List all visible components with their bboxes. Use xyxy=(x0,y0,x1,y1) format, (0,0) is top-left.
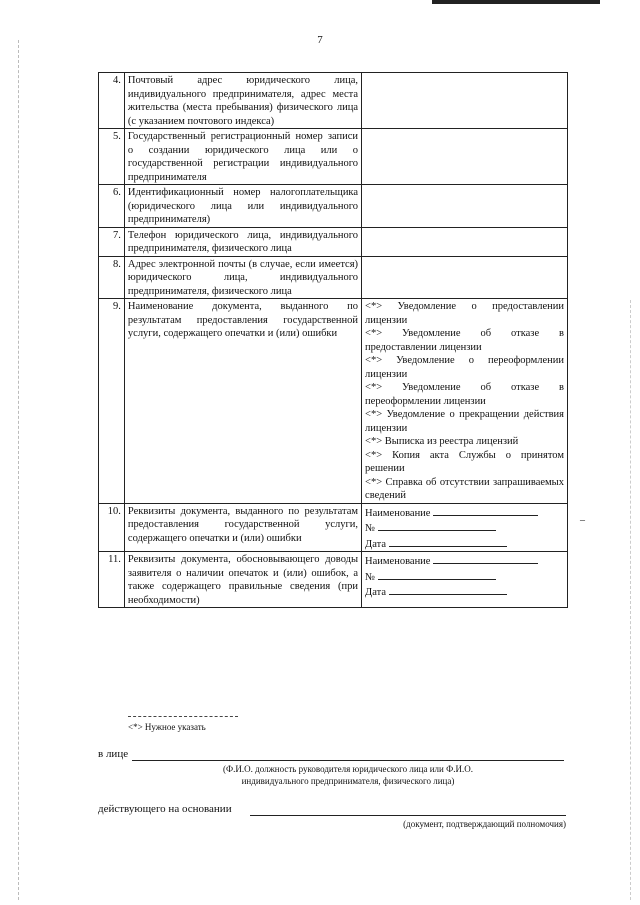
requisite-field xyxy=(365,553,564,569)
requisite-field-label: Дата xyxy=(365,587,386,598)
requisite-field-blank[interactable] xyxy=(378,569,496,580)
requisite-field xyxy=(365,520,564,536)
row-number: 10. xyxy=(99,503,125,552)
requisite-field-label: № xyxy=(365,571,376,583)
requisite-field-label: Наименование xyxy=(365,556,431,567)
requisite-field-blank[interactable] xyxy=(378,520,496,531)
document-option[interactable]: <*> Уведомление о предоставлении лицензии xyxy=(365,301,564,326)
form-row xyxy=(99,256,568,299)
row-value[interactable] xyxy=(362,73,568,129)
page-number: 7 xyxy=(317,34,323,46)
scan-edge-right xyxy=(630,300,631,900)
form-row xyxy=(99,503,568,552)
row-number: 8. xyxy=(99,256,125,299)
requisite-field xyxy=(365,536,564,552)
basis-label: действующего на основании xyxy=(98,803,232,815)
row-value[interactable] xyxy=(362,256,568,299)
requisite-field xyxy=(365,584,564,600)
requisite-field-label: Наименование xyxy=(365,507,431,519)
requisite-field-label: Дата xyxy=(365,538,386,550)
in-person-caption xyxy=(132,763,564,787)
requisite-field xyxy=(365,569,564,585)
row-number: 9. xyxy=(99,299,125,504)
form-row xyxy=(99,73,568,129)
in-person-label: в лице xyxy=(98,748,129,760)
row-value[interactable] xyxy=(362,185,568,228)
basis-caption: (документ, подтверждающий полномочия) xyxy=(403,819,566,829)
requisite-field-blank[interactable] xyxy=(389,536,507,547)
document-option[interactable]: <*> Уведомление об отказе в предоставлении лицензии xyxy=(365,328,564,353)
row-label: Адрес электронной почты (в случае, если имеется) юридического лица, индивидуального предпринимателя, физического лица xyxy=(124,256,361,299)
requisite-field-blank[interactable] xyxy=(389,584,507,595)
scan-mark-top xyxy=(432,0,600,4)
document-option[interactable]: <*> Уведомление о прекращении действия лицензии xyxy=(365,409,564,434)
row-label: Наименование документа, выданного по результатам предоставления государственной услуги, содержащего опечатки и (или) ошибки xyxy=(124,299,361,504)
row-label: Реквизиты документа, обосновывающего доводы заявителя о наличии опечаток и (или) ошибок, а также содержащего правильные сведения (при необходимости) xyxy=(124,552,361,608)
row-label: Государственный регистрационный номер записи о создании юридического лица или о государственной регистрации индивидуального предпринимателя xyxy=(124,129,361,185)
requisite-field-blank[interactable] xyxy=(433,505,538,516)
in-person-caption-line2: индивидуального предпринимателя, физического лица) xyxy=(241,776,455,786)
row-label: Почтовый адрес юридического лица, индивидуального предпринимателя, адрес места жительства (места пребывания) физического лица (с указанием почтового индекса) xyxy=(124,73,361,129)
requisite-field-blank[interactable] xyxy=(433,553,538,564)
row-number: 5. xyxy=(99,129,125,185)
row-value[interactable] xyxy=(362,299,568,504)
scan-edge-left xyxy=(18,40,19,900)
row-label: Телефон юридического лица, индивидуального предпринимателя, физического лица xyxy=(124,227,361,256)
document-option[interactable]: <*> Копия акта Службы о принятом решении xyxy=(365,449,564,474)
row-value[interactable] xyxy=(362,552,568,608)
margin-mark: – xyxy=(580,515,585,526)
in-person-line[interactable] xyxy=(132,748,564,761)
row-label: Идентификационный номер налогоплательщика (юридического лица или индивидуального предпринимателя) xyxy=(124,185,361,228)
row-number: 6. xyxy=(99,185,125,228)
form-table-body xyxy=(99,73,568,608)
requisite-field-label: № xyxy=(365,523,376,534)
row-number: 4. xyxy=(99,73,125,129)
row-value[interactable] xyxy=(362,227,568,256)
basis-line[interactable] xyxy=(250,803,566,816)
footnote: <*> Нужное указать xyxy=(128,722,206,732)
row-number: 7. xyxy=(99,227,125,256)
document-option[interactable]: <*> Уведомление об отказе в переоформлении лицензии xyxy=(365,382,564,407)
form-row xyxy=(99,227,568,256)
row-label: Реквизиты документа, выданного по результатам предоставления государственной услуги, содержащего опечатки и (или) ошибки xyxy=(124,503,361,552)
row-value[interactable] xyxy=(362,129,568,185)
in-person-caption-line1: (Ф.И.О. должность руководителя юридического лица или Ф.И.О. xyxy=(223,764,473,774)
document-option[interactable]: <*> Справка об отсутствии запрашиваемых сведений xyxy=(365,476,564,501)
form-row xyxy=(99,185,568,228)
document-option[interactable]: <*> Выписка из реестра лицензий xyxy=(365,436,519,447)
application-form-table xyxy=(98,72,568,608)
footnote-rule xyxy=(128,716,238,717)
requisite-field xyxy=(365,505,564,521)
form-row xyxy=(99,129,568,185)
form-row xyxy=(99,299,568,504)
row-number: 11. xyxy=(99,552,125,608)
form-row xyxy=(99,552,568,608)
row-value[interactable] xyxy=(362,503,568,552)
document-option[interactable]: <*> Уведомление о переоформлении лицензии xyxy=(365,355,564,380)
